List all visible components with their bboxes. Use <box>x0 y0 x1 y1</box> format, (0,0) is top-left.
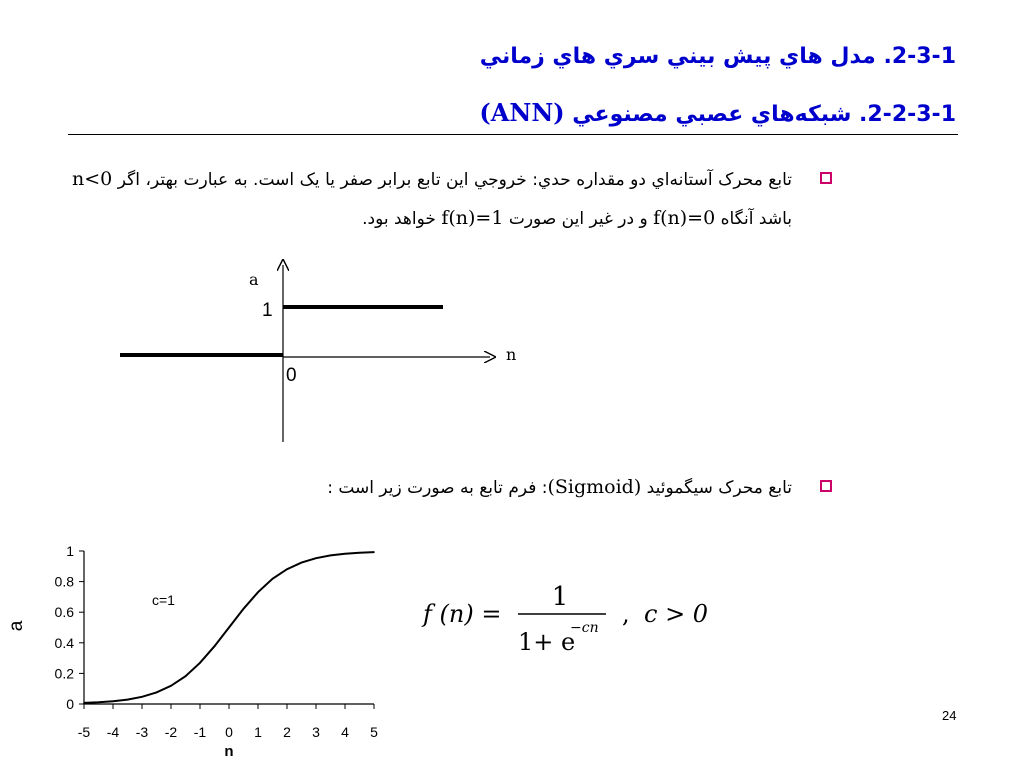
sigmoid-data-point <box>272 578 274 580</box>
x-tick-label: 5 <box>370 724 378 740</box>
p1-text-2: باشد آنگاه <box>715 209 792 229</box>
sigmoid-data-point <box>170 685 172 687</box>
sigmoid-data-point <box>141 696 143 698</box>
sigmoid-data-point <box>286 568 288 570</box>
paragraph-sigmoid <box>72 468 792 507</box>
p1-val-1: f(n)=0 <box>653 207 716 229</box>
formula-denominator-exp: −cn <box>570 620 599 636</box>
y-tick-label: 0.6 <box>54 604 74 621</box>
page-number: 24 <box>942 708 957 723</box>
sigmoid-series-points <box>83 551 375 703</box>
x-tick-label: -5 <box>77 724 91 740</box>
step-zero-label: 0 <box>286 365 297 386</box>
formula-condition: c > 0 <box>644 600 709 628</box>
y-tick-label: 0.2 <box>54 665 74 682</box>
bullet-square-icon <box>820 480 832 492</box>
sigmoid-ticks <box>55 543 379 740</box>
y-tick-label: 0.8 <box>54 573 74 590</box>
x-tick-label: -2 <box>164 724 178 740</box>
y-tick-label: 0 <box>66 696 74 712</box>
paragraph-threshold <box>72 160 792 238</box>
sigmoid-data-point <box>98 702 100 704</box>
formula-numerator: 1 <box>551 582 569 612</box>
p1-val-2: f(n)=1 <box>441 207 504 229</box>
p2-text-2: : فرم تابع به صورت زير است : <box>327 478 548 498</box>
y-tick-label: 0.4 <box>54 634 74 651</box>
sigmoid-data-point <box>156 692 158 694</box>
sigmoid-data-point <box>373 551 375 553</box>
sigmoid-data-point <box>301 562 303 564</box>
subsection-heading-latin: (ANN) <box>479 98 565 127</box>
section-heading: 2-3-1. مدل هاي پيش بيني سري هاي زماني <box>479 44 956 69</box>
formula-separator: , <box>622 600 630 628</box>
sigmoid-formula <box>418 570 728 665</box>
sigmoid-chart <box>0 530 400 768</box>
sigmoid-annotation: c=1 <box>152 592 175 608</box>
sigmoid-data-point <box>315 557 317 559</box>
heading-divider <box>68 134 958 135</box>
x-tick-label: 0 <box>225 724 233 740</box>
step-function-plot <box>100 255 530 450</box>
x-tick-label: -4 <box>106 724 120 740</box>
step-x-label: n <box>506 345 517 364</box>
x-tick-label: -1 <box>193 724 207 740</box>
step-one-label: 1 <box>262 300 273 321</box>
sigmoid-data-point <box>127 699 129 701</box>
x-tick-label: -3 <box>135 724 149 740</box>
sigmoid-data-point <box>344 553 346 555</box>
sigmoid-x-label: n <box>224 743 234 760</box>
formula-lhs: f (n) = <box>423 600 502 628</box>
p1-text-4: خواهد بود. <box>362 209 442 229</box>
subsection-heading <box>479 98 956 127</box>
p1-cond: n<0 <box>72 168 113 190</box>
bullet-square-icon <box>820 172 832 184</box>
sigmoid-data-point <box>228 627 230 629</box>
sigmoid-data-point <box>112 700 114 702</box>
x-tick-label: 3 <box>312 724 320 740</box>
step-y-label: a <box>249 270 259 289</box>
p2-text-1: تابع محرک سيگموئيد <box>641 478 792 498</box>
formula-denominator-base: 1+ e <box>518 628 576 656</box>
x-tick-label: 2 <box>283 724 291 740</box>
y-tick-label: 1 <box>66 543 74 559</box>
sigmoid-data-point <box>257 591 259 593</box>
x-tick-label: 1 <box>254 724 262 740</box>
sigmoid-data-point <box>214 645 216 647</box>
sigmoid-data-point <box>83 702 85 704</box>
sigmoid-data-point <box>243 608 245 610</box>
x-tick-label: 4 <box>341 724 349 740</box>
sigmoid-y-label: a <box>6 620 27 632</box>
p2-latin: (Sigmoid) <box>547 476 642 498</box>
p1-text-3: و در غير اين صورت <box>503 209 654 229</box>
subsection-heading-text: 2-2-3-1. شبکه‌هاي عصبي مصنوعي <box>564 102 956 127</box>
sigmoid-data-point <box>199 662 201 664</box>
sigmoid-data-point <box>359 552 361 554</box>
sigmoid-data-point <box>330 555 332 557</box>
p1-text-1: تابع محرک آستانه‌اي دو مقداره حدي: خروجي اين تابع برابر صفر يا يک است. به عبارت بهتر، اگر <box>112 170 792 190</box>
sigmoid-data-point <box>185 675 187 677</box>
